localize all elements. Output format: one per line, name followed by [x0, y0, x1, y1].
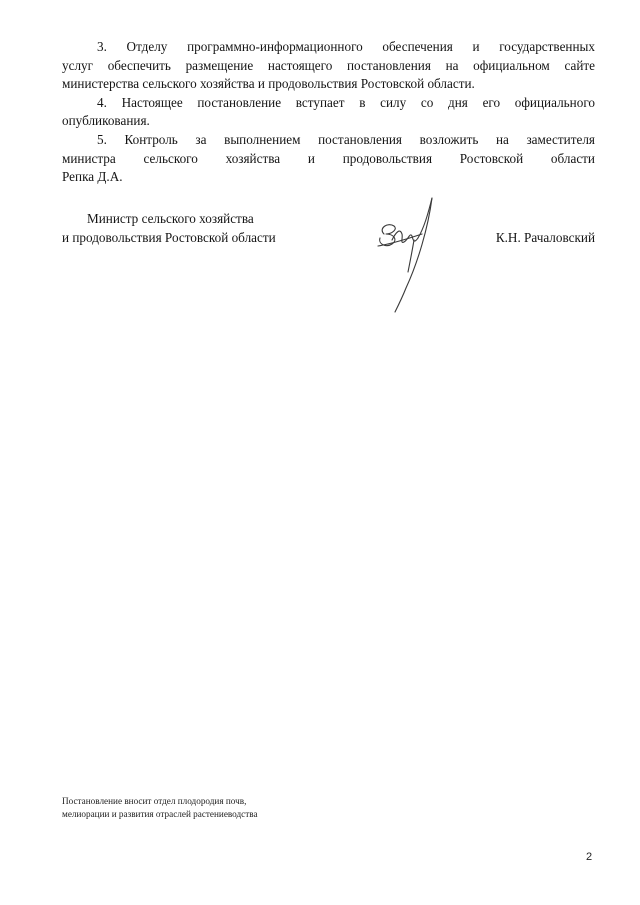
paragraph-5-line: Репка Д.А. [62, 169, 123, 185]
paragraph-3-line: министерства сельского хозяйства и продовольствия Ростовской области. [62, 76, 475, 92]
paragraph-4-line: 4. Настоящее постановление вступает в силу со дня его официального [97, 94, 595, 110]
footnote-line: мелиорации и развития отраслей растениеводства [62, 809, 258, 819]
paragraph-3 [62, 38, 595, 94]
paragraph-3-line: 3. Отделу программно-информационного обеспечения и государственных [97, 39, 595, 54]
paragraph-5-line: министра сельского хозяйства и продовольствия Ростовской области [62, 150, 595, 166]
footnote-line: Постановление вносит отдел плодородия почв, [62, 796, 247, 806]
paragraph-5-line: 5. Контроль за выполнением постановления возложить на заместителя [97, 131, 595, 147]
paragraph-4 [62, 94, 595, 131]
document-body [62, 38, 595, 187]
signatory-title-continued: и продовольствия Ростовской области [62, 230, 276, 245]
paragraph-4-line: опубликования. [62, 113, 150, 129]
signatory-name: К.Н. Рачаловский [495, 230, 595, 245]
handwritten-signature [370, 188, 440, 318]
paragraph-3-line: услуг обеспечить размещение настоящего постановления на официальном сайте [62, 57, 595, 73]
page-number: 2 [586, 851, 593, 863]
paragraph-5 [62, 131, 595, 187]
footnote [62, 795, 258, 821]
signatory-title: Министр сельского хозяйства [87, 211, 254, 226]
